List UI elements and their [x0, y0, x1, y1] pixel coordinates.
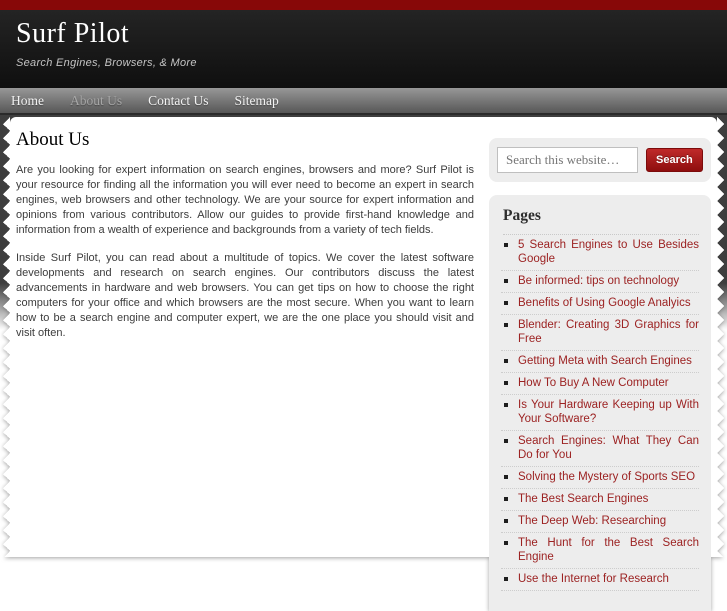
zigzag-left-edge — [3, 117, 10, 557]
page-link[interactable]: Solving the Mystery of Sports SEO — [518, 471, 696, 483]
list-item[interactable] — [501, 271, 699, 293]
page-link[interactable]: Getting Meta with Search Engines — [518, 355, 692, 367]
list-item[interactable] — [501, 351, 699, 373]
content-sheet — [3, 117, 724, 585]
site-title: Surf Pilot — [16, 18, 130, 49]
search-button[interactable]: Search — [646, 148, 703, 172]
accent-top-bar — [0, 0, 727, 10]
list-item[interactable] — [501, 293, 699, 315]
page-link[interactable]: How To Buy A New Computer — [518, 377, 669, 389]
list-item[interactable] — [501, 569, 699, 591]
list-item[interactable] — [501, 373, 699, 395]
page-link[interactable]: Search Engines: What They Can Do for You — [518, 435, 699, 461]
main-column — [16, 125, 474, 611]
nav-item[interactable]: Sitemap — [234, 93, 279, 108]
page-link[interactable]: The Hunt for the Best Search Engine — [518, 537, 699, 563]
list-item[interactable] — [501, 489, 699, 511]
page-link[interactable]: The Best Search Engines — [518, 493, 649, 505]
paragraph: Are you looking for expert information on search engines, browsers and more? Surf Pilot is your resource for finding all the information you will ever need to become an expert in search engines, web browsers and other technology. We are your source for expert information and opinions from various contributors. Allow our guides to provide first-hand knowledge and information from a wealth of experience and backgrounds from a variety of tech fields. — [16, 164, 474, 236]
paragraph: Inside Surf Pilot, you can read about a multitude of topics. We cover the latest software developments and research on search engines. Our contributors discuss the latest advancements in hardware and web browsers. You can get tips on how to choose the right computers for your office and which browsers are the most secure. When you want to learn how to be a search engine and computer expert, we are the one place you should visit and visit often. — [16, 252, 474, 339]
site-header — [0, 10, 727, 88]
nav-item[interactable]: About Us — [70, 93, 123, 108]
list-item[interactable] — [501, 533, 699, 569]
search-widget — [489, 138, 711, 182]
nav-item[interactable]: Home — [11, 93, 44, 108]
page-link[interactable]: The Deep Web: Researching — [518, 515, 667, 527]
pages-heading: Pages — [503, 207, 699, 235]
page-link[interactable]: Is Your Hardware Keeping up With Your Software? — [518, 399, 699, 425]
zigzag-right-edge — [717, 117, 724, 557]
list-item[interactable] — [501, 235, 699, 271]
page-link[interactable]: 5 Search Engines to Use Besides Google — [518, 239, 699, 265]
article-body — [16, 163, 474, 341]
search-input[interactable] — [497, 147, 638, 173]
page-link[interactable]: Benefits of Using Google Analyics — [518, 297, 691, 309]
list-item[interactable] — [501, 511, 699, 533]
list-item[interactable] — [501, 315, 699, 351]
main-nav — [0, 88, 727, 115]
page-title: About Us — [16, 129, 90, 150]
pages-list — [501, 235, 699, 591]
pages-widget — [489, 195, 711, 611]
list-item[interactable] — [501, 431, 699, 467]
list-item[interactable] — [501, 467, 699, 489]
page-link[interactable]: Blender: Creating 3D Graphics for Free — [518, 319, 699, 345]
sidebar — [489, 138, 711, 611]
page-link[interactable]: Be informed: tips on technology — [518, 275, 680, 287]
content-area — [10, 117, 717, 585]
nav-item[interactable]: Contact Us — [148, 93, 209, 108]
site-tagline: Search Engines, Browsers, & More — [16, 57, 197, 69]
page-link[interactable]: Use the Internet for Research — [518, 573, 669, 585]
list-item[interactable] — [501, 395, 699, 431]
